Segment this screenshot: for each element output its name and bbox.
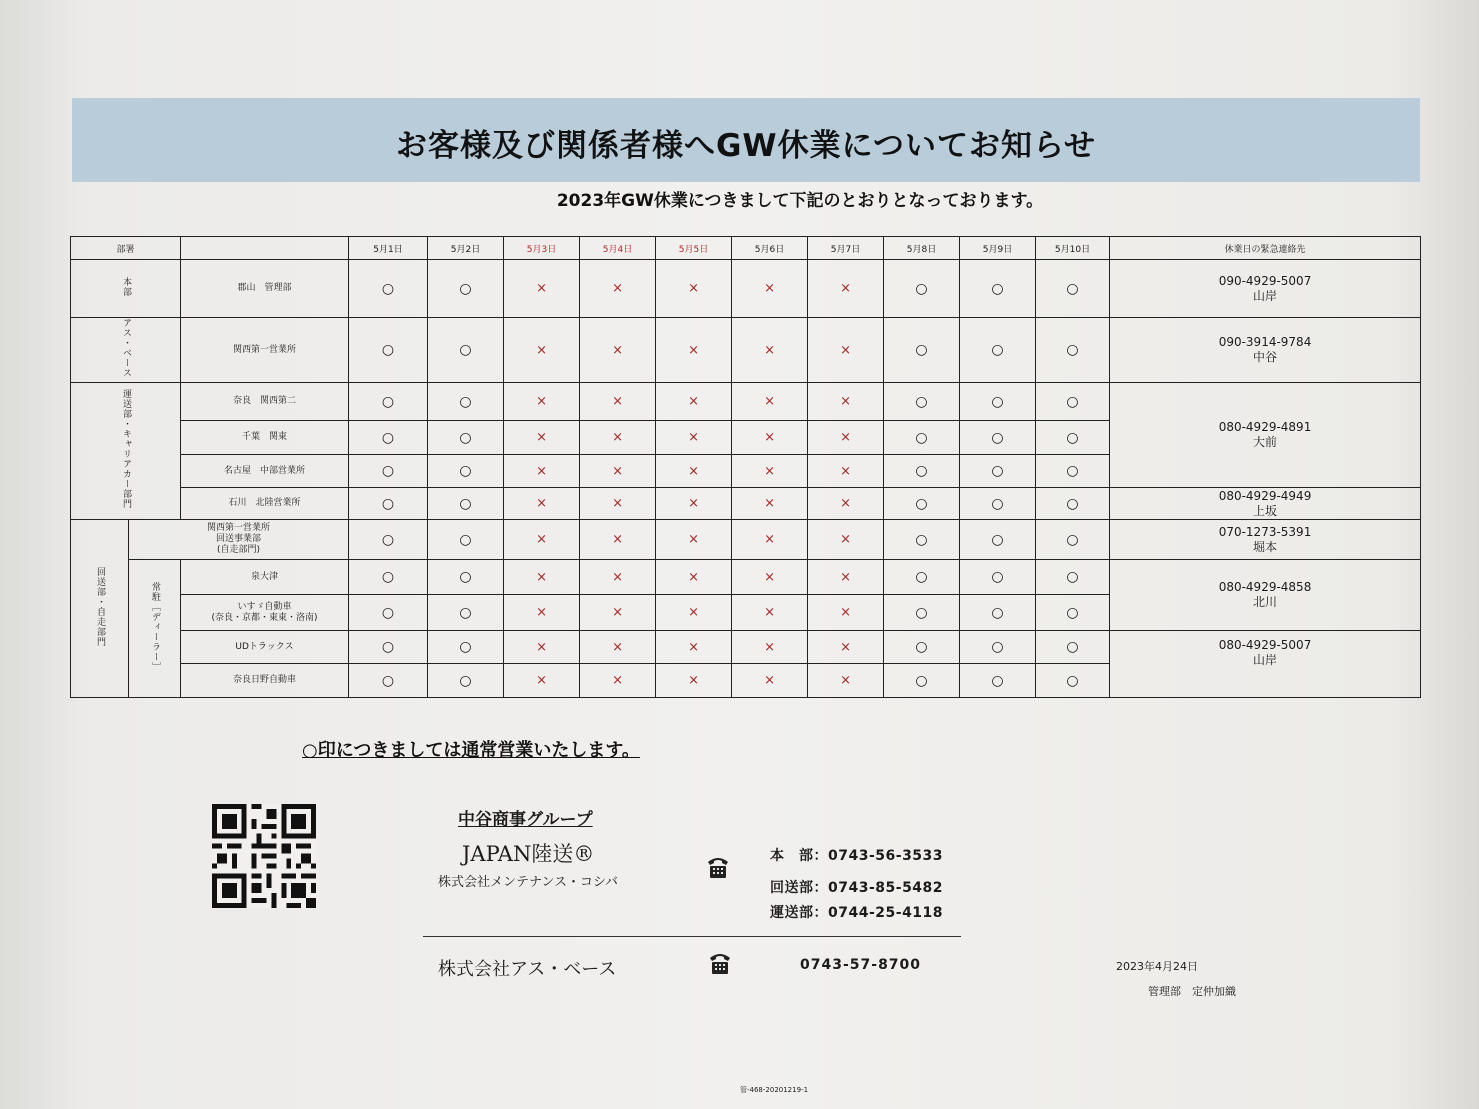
- status-cell: ○: [349, 260, 428, 318]
- status-cell: ○: [349, 421, 428, 455]
- brand-name: JAPAN陸送®: [462, 842, 595, 866]
- status-cell: ○: [960, 383, 1036, 421]
- status-cell: ○: [884, 595, 960, 631]
- status-cell: ×: [580, 520, 656, 560]
- status-cell: ×: [808, 455, 884, 488]
- branch-label: いすゞ自動車 (奈良・京都・東東・洛南): [181, 595, 349, 631]
- branch-label: UDトラックス: [181, 631, 349, 664]
- header-dept: 部署: [71, 237, 181, 260]
- status-cell: ×: [808, 383, 884, 421]
- status-cell: ○: [884, 383, 960, 421]
- table-row: [71, 631, 1421, 664]
- dept-jochu: 常駐［ディーラー］: [129, 560, 181, 698]
- tel-company-2: 0743-57-8700: [800, 957, 922, 973]
- contact-phone: 090-4929-5007: [1218, 273, 1312, 288]
- contact-cell: [1110, 560, 1421, 631]
- status-cell: ○: [1036, 318, 1110, 383]
- date-header-holiday: 5月4日: [580, 237, 656, 260]
- status-cell: ×: [580, 260, 656, 318]
- status-cell: ○: [1036, 455, 1110, 488]
- issue-date: 2023年4月24日: [1116, 960, 1198, 973]
- status-cell: ○: [428, 421, 504, 455]
- status-cell: ×: [732, 421, 808, 455]
- tel-honbu: 本 部：0743-56-3533: [770, 848, 944, 864]
- status-cell: ×: [656, 318, 732, 383]
- contact-name: 北川: [1253, 595, 1278, 609]
- contact-phone: 070-1273-5391: [1218, 524, 1312, 539]
- contact-name: 中谷: [1253, 350, 1278, 364]
- status-cell: ○: [349, 595, 428, 631]
- status-cell: ×: [656, 260, 732, 318]
- status-cell: ×: [732, 318, 808, 383]
- status-cell: ○: [1036, 260, 1110, 318]
- status-cell: ×: [656, 631, 732, 664]
- table-row: [71, 318, 1421, 383]
- page-title: お客様及び関係者様へGW休業についてお知らせ: [395, 128, 1097, 164]
- table-row: [71, 520, 1421, 560]
- status-cell: ×: [656, 595, 732, 631]
- status-cell: ○: [960, 664, 1036, 698]
- status-cell: ○: [349, 631, 428, 664]
- status-cell: ×: [808, 595, 884, 631]
- dept-honbu: 本部: [71, 260, 181, 318]
- status-cell: ×: [732, 560, 808, 595]
- date-header: 5月8日: [884, 237, 960, 260]
- status-cell: ×: [580, 560, 656, 595]
- status-cell: ×: [656, 455, 732, 488]
- status-cell: ×: [580, 383, 656, 421]
- status-cell: ○: [428, 488, 504, 520]
- status-cell: ×: [504, 520, 580, 560]
- status-cell: ×: [808, 318, 884, 383]
- status-cell: ×: [732, 455, 808, 488]
- telephone-icon: [708, 950, 732, 976]
- status-cell: ○: [960, 455, 1036, 488]
- status-cell: ○: [349, 664, 428, 698]
- company-name-1: 株式会社メンテナンス・コシバ: [438, 875, 619, 890]
- status-cell: ×: [580, 318, 656, 383]
- contact-cell: [1110, 520, 1421, 560]
- schedule-table: [70, 236, 1421, 698]
- status-cell: ×: [732, 631, 808, 664]
- branch-label: 奈良 関西第二: [181, 383, 349, 421]
- dept-kaisou: 回送部・自走部門: [71, 520, 129, 698]
- contact-name: 堀本: [1253, 539, 1278, 554]
- status-cell: ○: [884, 488, 960, 520]
- status-cell: ×: [504, 595, 580, 631]
- status-cell: ×: [504, 631, 580, 664]
- status-cell: ×: [580, 595, 656, 631]
- date-header-holiday: 5月3日: [504, 237, 580, 260]
- status-cell: ○: [884, 421, 960, 455]
- status-cell: ×: [580, 421, 656, 455]
- branch-label: 千葉 関東: [181, 421, 349, 455]
- status-cell: ×: [808, 560, 884, 595]
- status-cell: ○: [1036, 664, 1110, 698]
- status-cell: ×: [732, 383, 808, 421]
- table-row: [71, 560, 1421, 595]
- status-cell: ×: [808, 520, 884, 560]
- table-row: [71, 488, 1421, 520]
- divider: [423, 936, 961, 937]
- tel-kaisou: 回送部：0743-85-5482: [770, 880, 944, 896]
- status-cell: ×: [656, 488, 732, 520]
- status-cell: ○: [428, 383, 504, 421]
- status-cell: ○: [349, 318, 428, 383]
- branch-label: 郡山 管理部: [181, 260, 349, 318]
- status-cell: ○: [349, 455, 428, 488]
- status-cell: ×: [580, 455, 656, 488]
- status-cell: ×: [808, 664, 884, 698]
- status-cell: ○: [1036, 520, 1110, 560]
- status-cell: ○: [960, 595, 1036, 631]
- status-cell: ○: [1036, 595, 1110, 631]
- status-cell: ×: [504, 560, 580, 595]
- status-cell: ○: [1036, 383, 1110, 421]
- branch-label: 関西第一営業所: [181, 318, 349, 383]
- date-header: 5月2日: [428, 237, 504, 260]
- status-cell: ×: [580, 631, 656, 664]
- contact-name: 上坂: [1253, 503, 1278, 518]
- status-cell: ×: [580, 488, 656, 520]
- contact-phone: 080-4929-4891: [1218, 420, 1312, 434]
- date-header: 5月10日: [1036, 237, 1110, 260]
- status-cell: ×: [504, 260, 580, 318]
- telephone-icon: [706, 854, 730, 880]
- tel-unsou: 運送部：0744-25-4118: [770, 905, 944, 921]
- status-cell: ○: [428, 455, 504, 488]
- title-banner: [72, 98, 1420, 182]
- status-cell: ×: [504, 488, 580, 520]
- status-cell: ○: [428, 560, 504, 595]
- contact-cell: [1110, 631, 1421, 698]
- status-cell: ○: [960, 318, 1036, 383]
- status-cell: ○: [428, 260, 504, 318]
- status-cell: ○: [428, 664, 504, 698]
- subtitle: 2023年GW休業につきまして下記のとおりとなっております。: [556, 191, 1044, 211]
- branch-label: 関西第一営業所 回送事業部 (自走部門): [129, 520, 349, 560]
- contact-cell: [1110, 260, 1421, 318]
- group-name: 中谷商事グループ: [458, 810, 593, 830]
- status-cell: ○: [428, 595, 504, 631]
- status-cell: ×: [504, 421, 580, 455]
- contact-phone: 080-4929-4858: [1218, 580, 1312, 594]
- status-cell: ○: [1036, 421, 1110, 455]
- status-cell: ×: [732, 595, 808, 631]
- status-cell: ○: [884, 560, 960, 595]
- contact-phone: 080-4929-5007: [1218, 638, 1312, 652]
- table-row: [71, 260, 1421, 318]
- contact-cell: [1110, 488, 1421, 520]
- status-cell: ×: [808, 488, 884, 520]
- dept-unsou: 運送部・キャリアカー部門: [71, 383, 181, 520]
- status-cell: ○: [1036, 631, 1110, 664]
- table-row: [71, 383, 1421, 421]
- status-cell: ×: [808, 260, 884, 318]
- document-number: 管-468-20201219-1: [740, 1086, 809, 1094]
- status-cell: ×: [656, 560, 732, 595]
- status-cell: ○: [884, 260, 960, 318]
- status-cell: ○: [428, 631, 504, 664]
- status-cell: ×: [504, 383, 580, 421]
- status-cell: ×: [732, 260, 808, 318]
- status-cell: ○: [349, 383, 428, 421]
- status-cell: ×: [732, 520, 808, 560]
- contact-cell: [1110, 318, 1421, 383]
- status-cell: ○: [960, 560, 1036, 595]
- status-cell: ○: [960, 488, 1036, 520]
- status-cell: ○: [884, 664, 960, 698]
- contact-name: 山岸: [1253, 288, 1278, 303]
- status-cell: ×: [656, 421, 732, 455]
- status-cell: ○: [349, 488, 428, 520]
- status-cell: ×: [732, 488, 808, 520]
- qr-code-icon: [212, 803, 316, 909]
- branch-label: 石川 北陸営業所: [181, 488, 349, 520]
- status-cell: ○: [960, 520, 1036, 560]
- date-header: 5月1日: [349, 237, 428, 260]
- status-cell: ○: [884, 631, 960, 664]
- date-header: 5月6日: [732, 237, 808, 260]
- date-header: 5月7日: [808, 237, 884, 260]
- status-cell: ×: [656, 520, 732, 560]
- header-contact: 休業日の緊急連絡先: [1110, 237, 1421, 260]
- status-cell: ×: [656, 383, 732, 421]
- author: 管理部 定仲加織: [1148, 985, 1236, 998]
- contact-name: 山岸: [1253, 653, 1278, 667]
- status-cell: ×: [732, 664, 808, 698]
- table-header-row: [71, 237, 1421, 260]
- company-name-2: 株式会社アス・ベース: [438, 959, 617, 980]
- contact-phone: 080-4929-4949: [1218, 488, 1312, 503]
- legend-note: ○印につきましては通常営業いたします。: [302, 740, 640, 761]
- status-cell: ×: [808, 421, 884, 455]
- dept-asubase: アス・ベース: [71, 318, 181, 383]
- status-cell: ○: [428, 520, 504, 560]
- contact-cell: [1110, 383, 1421, 488]
- status-cell: ×: [504, 455, 580, 488]
- branch-label: 泉大津: [181, 560, 349, 595]
- status-cell: ○: [960, 260, 1036, 318]
- date-header: 5月9日: [960, 237, 1036, 260]
- status-cell: ○: [428, 318, 504, 383]
- status-cell: ×: [808, 631, 884, 664]
- status-cell: ○: [349, 520, 428, 560]
- date-header-holiday: 5月5日: [656, 237, 732, 260]
- status-cell: ○: [884, 455, 960, 488]
- status-cell: ×: [504, 318, 580, 383]
- status-cell: ○: [960, 421, 1036, 455]
- status-cell: ○: [960, 631, 1036, 664]
- header-branch: [181, 237, 349, 260]
- contact-name: 大前: [1253, 435, 1278, 449]
- status-cell: ×: [504, 664, 580, 698]
- status-cell: ×: [656, 664, 732, 698]
- status-cell: ○: [884, 318, 960, 383]
- contact-phone: 090-3914-9784: [1218, 335, 1312, 349]
- status-cell: ○: [1036, 560, 1110, 595]
- branch-label: 奈良日野自動車: [181, 664, 349, 698]
- status-cell: ○: [1036, 488, 1110, 520]
- branch-label: 名古屋 中部営業所: [181, 455, 349, 488]
- status-cell: ○: [349, 560, 428, 595]
- status-cell: ○: [884, 520, 960, 560]
- status-cell: ×: [580, 664, 656, 698]
